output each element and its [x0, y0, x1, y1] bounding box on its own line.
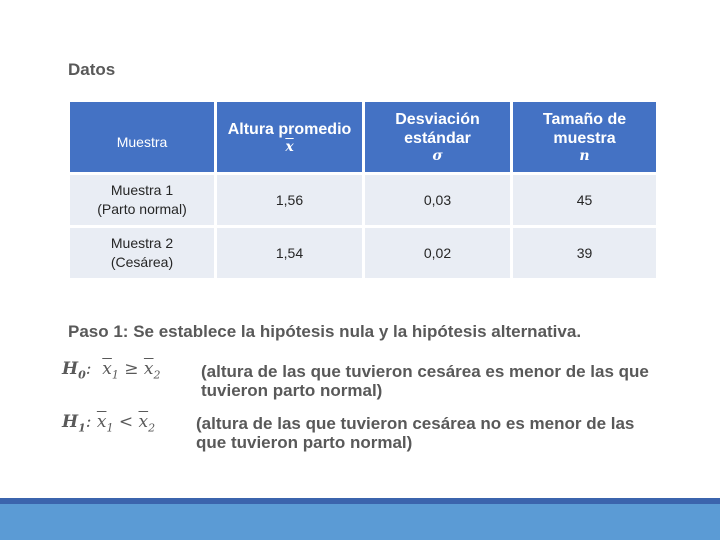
header-altura — [217, 102, 362, 172]
h1-label: H — [62, 412, 79, 432]
h1-operator: < — [118, 412, 134, 432]
header-desviacion — [365, 102, 510, 172]
header-altura-label: Altura promedio — [227, 120, 352, 138]
row-2-desviacion: 0,02 — [365, 228, 510, 278]
h1-colon: : — [85, 412, 92, 432]
h0-label: H — [62, 359, 79, 379]
null-hypothesis-description — [201, 362, 649, 400]
header-tam-label-2: muestra — [553, 130, 616, 147]
data-table — [70, 102, 656, 278]
h0-x2-subscript: 2 — [153, 368, 161, 382]
h1-x2-subscript: 2 — [148, 421, 156, 435]
header-tam-label-1: Tamaño de — [542, 111, 627, 128]
row-2-tamano: 39 — [513, 228, 656, 278]
alternative-hypothesis-formula — [62, 412, 155, 434]
header-tam-symbol: n — [579, 148, 590, 164]
row-1-desviacion: 0,03 — [365, 175, 510, 225]
row-1-tamano: 45 — [513, 175, 656, 225]
h0-desc-line-2: tuvieron parto normal) — [201, 381, 383, 400]
h0-desc-line-1: (altura de las que tuvieron cesárea es menor de las que — [201, 362, 649, 381]
h0-colon: : — [85, 359, 92, 379]
h0-operator: ≥ — [124, 359, 139, 379]
h0-x1-subscript: 1 — [111, 368, 119, 382]
footer-band-light — [0, 504, 720, 540]
h0-subscript: 0 — [78, 368, 86, 382]
h0-x2: $\overline{x}$ — [143, 359, 154, 379]
header-tamano — [513, 102, 656, 172]
row-1-altura: 1,56 — [217, 175, 362, 225]
h1-desc-line-2: que tuvieron parto normal) — [196, 433, 413, 452]
header-desv-symbol: σ — [432, 148, 443, 164]
header-desv-label-1: Desviación — [395, 111, 480, 128]
header-altura-symbol: $\overline{x}$ — [285, 138, 294, 155]
header-muestra: Muestra — [70, 102, 214, 172]
row-1-name-line-1: Muestra 1 — [110, 182, 174, 198]
row-1-name-line-2: (Parto normal) — [97, 201, 187, 217]
row-1-muestra — [70, 175, 214, 225]
h1-x1-subscript: 1 — [106, 421, 114, 435]
h1-desc-line-1: (altura de las que tuvieron cesárea no es menor de las — [196, 414, 635, 433]
alternative-hypothesis-description — [196, 414, 634, 452]
h1-x2: $\overline{x}$ — [138, 412, 149, 432]
row-2-altura: 1,54 — [217, 228, 362, 278]
h0-x1: $\overline{x}$ — [102, 359, 112, 379]
row-2-name-line-2: (Cesárea) — [110, 254, 174, 270]
h1-subscript: 1 — [78, 421, 86, 435]
step-1-heading: Paso 1: Se establece la hipótesis nula y la hipótesis alternativa. — [68, 322, 582, 341]
page-title: Datos — [68, 60, 116, 79]
row-2-muestra — [70, 228, 214, 278]
h1-x1: $\overline{x}$ — [96, 412, 107, 432]
row-2-name-line-1: Muestra 2 — [110, 235, 174, 251]
header-desv-label-2: estándar — [404, 130, 471, 147]
null-hypothesis-formula — [62, 359, 161, 381]
